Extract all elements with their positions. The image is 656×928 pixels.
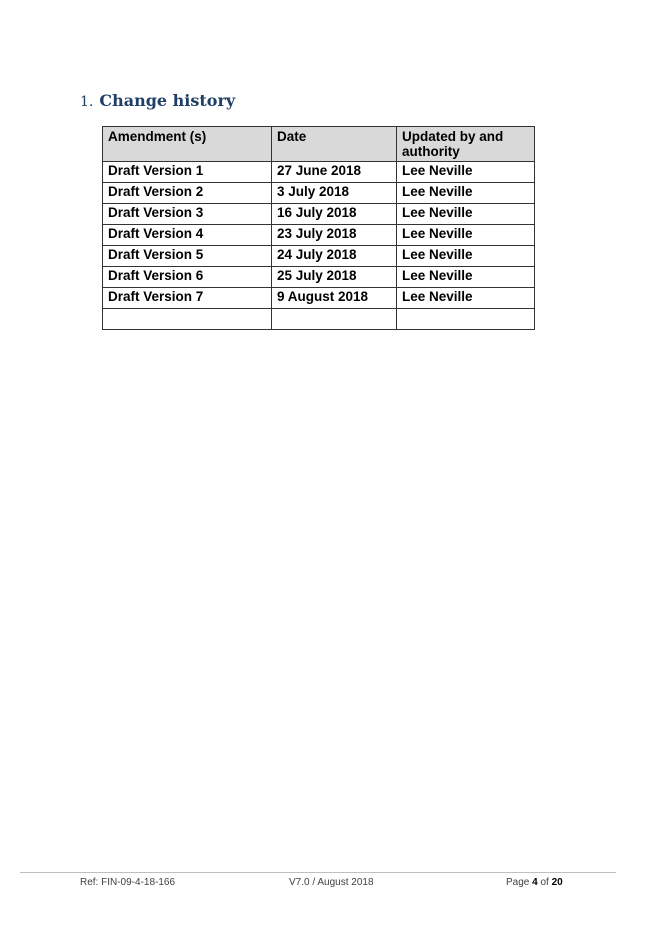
footer-page-number <box>506 877 563 888</box>
cell-updated-by: Lee Neville <box>397 162 535 183</box>
cell-date <box>272 309 397 330</box>
cell-amendment: Draft Version 1 <box>103 162 272 183</box>
table-row <box>103 204 535 225</box>
cell-date: 16 July 2018 <box>272 204 397 225</box>
table-row <box>103 246 535 267</box>
table-row <box>103 267 535 288</box>
cell-updated-by: Lee Neville <box>397 267 535 288</box>
section-title: Change history <box>99 91 236 110</box>
footer-divider <box>20 872 616 873</box>
page-prefix: Page <box>506 877 530 888</box>
cell-date: 9 August 2018 <box>272 288 397 309</box>
cell-amendment: Draft Version 4 <box>103 225 272 246</box>
table-header-row <box>103 127 535 162</box>
header-date: Date <box>272 127 397 162</box>
table-row <box>103 162 535 183</box>
page-total: 20 <box>551 877 563 888</box>
footer-version: V7.0 / August 2018 <box>289 877 374 888</box>
cell-updated-by: Lee Neville <box>397 183 535 204</box>
cell-date: 27 June 2018 <box>272 162 397 183</box>
cell-updated-by <box>397 309 535 330</box>
cell-amendment: Draft Version 7 <box>103 288 272 309</box>
section-heading <box>80 76 235 114</box>
cell-amendment: Draft Version 6 <box>103 267 272 288</box>
cell-amendment <box>103 309 272 330</box>
cell-updated-by: Lee Neville <box>397 204 535 225</box>
cell-amendment: Draft Version 2 <box>103 183 272 204</box>
footer-reference: Ref: FIN-09-4-18-166 <box>80 877 176 888</box>
page-current: 4 <box>532 877 538 888</box>
header-updated-by: Updated by and authority <box>397 127 535 162</box>
table-row-empty <box>103 309 535 330</box>
header-amendment: Amendment (s) <box>103 127 272 162</box>
table-row <box>103 183 535 204</box>
cell-date: 23 July 2018 <box>272 225 397 246</box>
table-row <box>103 288 535 309</box>
cell-updated-by: Lee Neville <box>397 246 535 267</box>
cell-updated-by: Lee Neville <box>397 288 535 309</box>
page-of: of <box>540 877 549 888</box>
change-history-table <box>102 126 535 330</box>
cell-updated-by: Lee Neville <box>397 225 535 246</box>
cell-amendment: Draft Version 5 <box>103 246 272 267</box>
table-row <box>103 225 535 246</box>
section-number: 1. <box>80 94 94 110</box>
cell-date: 25 July 2018 <box>272 267 397 288</box>
cell-date: 24 July 2018 <box>272 246 397 267</box>
cell-amendment: Draft Version 3 <box>103 204 272 225</box>
cell-date: 3 July 2018 <box>272 183 397 204</box>
